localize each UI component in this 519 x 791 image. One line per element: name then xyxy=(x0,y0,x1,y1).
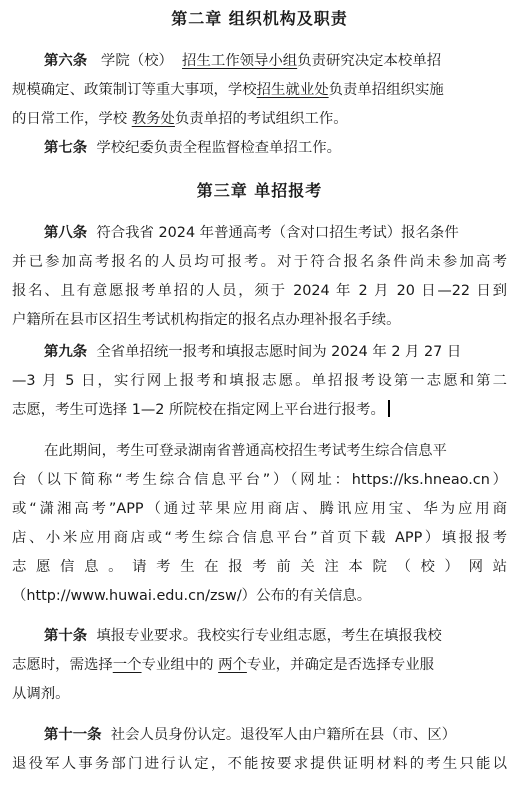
admissions-office: 招生就业处 xyxy=(256,82,329,98)
article-9-line-2: —3 月 5 日，实行网上报考和填报志愿。单招报考设第一志愿和第二 xyxy=(12,373,507,389)
article-8-line-4: 户籍所在县市区招生考试机构指定的报名点办理补报名手续。 xyxy=(12,312,401,328)
paragraph-line-6: （http://www.huwai.edu.cn/zsw/）公布的有关信息。 xyxy=(12,588,372,604)
article-10-line-3: 从调剂。 xyxy=(12,686,70,702)
article-8-line-3: 报名、且有意愿报考单招的人员，须于 2024 年 2 月 20 日—22 日到 xyxy=(12,283,507,299)
chapter-3-heading: 第三章 单招报考 xyxy=(196,181,323,200)
article-9-line-1: 第九条 全省单招统一报考和填报志愿时间为 2024 年 2 月 27 日 xyxy=(44,344,462,360)
article-6-line-3: 的日常工作，学校 教务处负责单招的考试组织工作。 xyxy=(12,111,348,127)
article-8-line-1: 第八条 符合我省 2024 年普通高考（含对口招生考试）报名条件 xyxy=(44,225,459,241)
paragraph-line-5: 志愿信息。请考生在报考前关注本院（校）网站 xyxy=(12,559,507,575)
article-8-number: 第八条 xyxy=(44,225,88,241)
academic-affairs-office: 教务处 xyxy=(131,111,175,127)
article-6-line-2: 规模确定、政策制订等重大事项，学校招生就业处负责单招组织实施 xyxy=(12,82,444,98)
paragraph-line-2: 台（以下简称“考生综合信息平台”）（网址：https://ks.hneao.cn） xyxy=(12,472,507,488)
article-9-line-3: 志愿，考生可选择 1—2 所院校在指定网上平台进行报考。 xyxy=(12,395,507,425)
chapter-2-heading: 第二章 组织机构及职责 xyxy=(171,9,348,28)
article-11-line-2: 退役军人事务部门进行认定，不能按要求提供证明材料的考生只能以 xyxy=(12,756,507,772)
leadership-group: 招生工作领导小组 xyxy=(182,53,298,69)
paragraph-line-4: 店、小米应用商店或“考生综合信息平台”首页下载 APP）填报报考 xyxy=(12,530,507,546)
paragraph-line-3: 或“潇湘高考”APP（通过苹果应用商店、腾讯应用宝、华为应用商 xyxy=(12,501,507,517)
article-11-number: 第十一条 xyxy=(44,727,102,743)
article-11-line-1: 第十一条 社会人员身份认定。退役军人由户籍所在县（市、区） xyxy=(44,727,457,743)
article-8-line-2: 并已参加高考报名的人员均可报考。对于符合报名条件尚未参加高考 xyxy=(12,254,507,270)
article-10-line-2: 志愿时，需选择一个专业组中的 两个专业，并确定是否选择专业服 xyxy=(12,657,434,673)
article-7-number: 第七条 xyxy=(44,140,88,156)
article-7: 第七条 学校纪委负责全程监督检查单招工作。 xyxy=(44,140,341,156)
article-6-line-1: 第六条 学院（校） 招生工作领导小组负责研究决定本校单招 xyxy=(44,53,442,69)
paragraph-line-1: 在此期间，考生可登录湖南省普通高校招生考试考生综合信息平 xyxy=(44,443,447,459)
article-9-number: 第九条 xyxy=(44,344,88,360)
text-cursor[interactable] xyxy=(388,400,390,417)
article-6-number: 第六条 xyxy=(44,53,88,69)
article-10-line-1: 第十条 填报专业要求。我校实行专业组志愿，考生在填报我校 xyxy=(44,628,442,644)
article-10-number: 第十条 xyxy=(44,628,88,644)
